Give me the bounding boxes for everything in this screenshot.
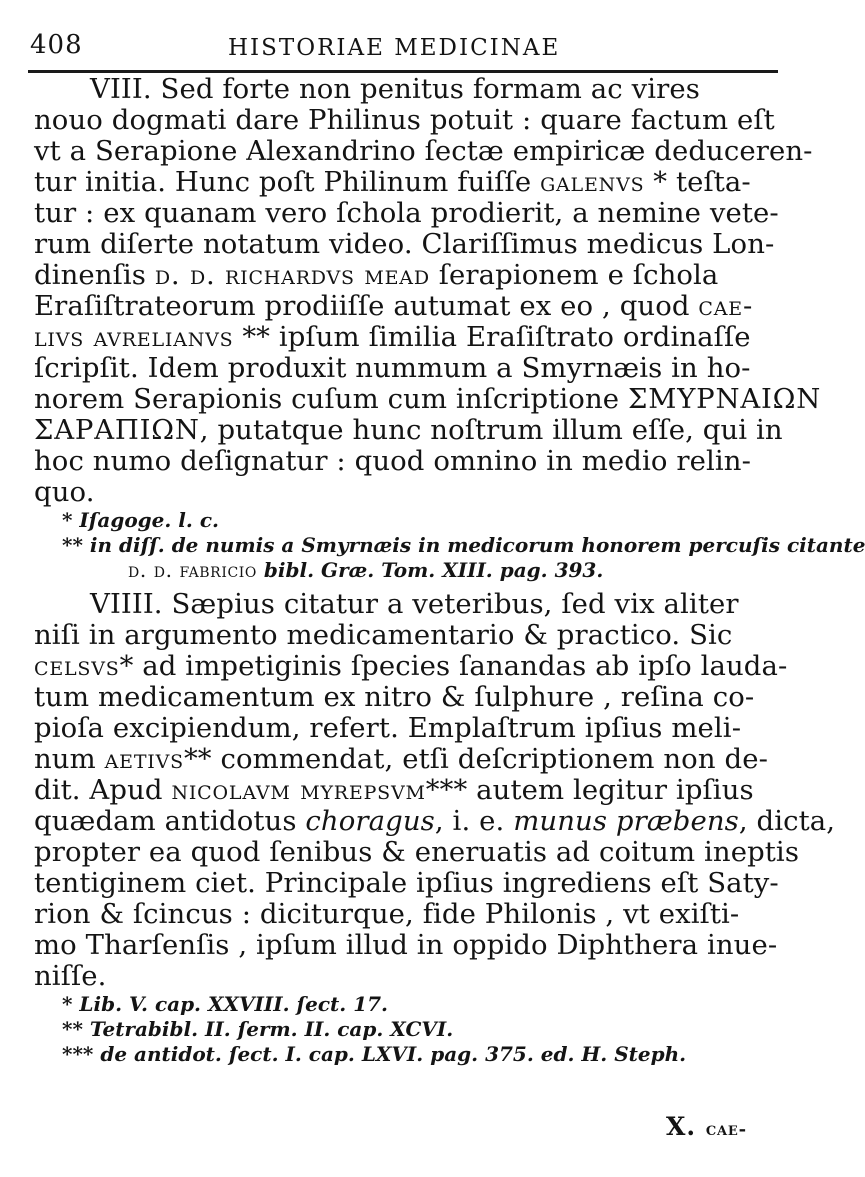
text-run: celsvs (34, 650, 120, 682)
text-run: ΣΑΡΑΠΙΩΝ (34, 414, 200, 446)
text-run: ΣΜΥΡΝΑΙΩΝ (628, 383, 822, 415)
text-run: munus præbens (513, 805, 739, 837)
text-run: VIIII. Sæpius citatur a veteribus, ſed vix aliter (90, 588, 739, 620)
page-header (0, 28, 800, 68)
footnote (62, 1017, 764, 1042)
text-run: *** autem legitur ipſius (425, 774, 754, 806)
text-run: ſerapionem e ſchola (429, 259, 719, 291)
text-line (34, 104, 775, 136)
text-line (34, 682, 764, 713)
text-line (34, 775, 764, 806)
text-line (34, 353, 764, 384)
text-line (34, 291, 764, 322)
section-viiii (34, 588, 836, 992)
text-line (34, 961, 764, 992)
footnote-run: bibl. Græ. Tom. XIII. pag. 393. (256, 558, 604, 582)
text-run: , i. e. (434, 805, 514, 837)
text-run: rion & ſcincus : diciturque, fide Philonis , vt exiſti- (34, 898, 740, 930)
text-run: ** commendat, etſi deſcriptionem non de- (183, 743, 768, 775)
running-head: HISTORIAE MEDICINAE (228, 35, 561, 61)
text-run: * ad impetiginis ſpecies ſanandas ab ipſo lauda- (119, 650, 788, 682)
page-number: 408 (30, 30, 83, 60)
footnotes-viii (62, 508, 865, 583)
text-run: vt a Serapione Alexandrino ſectæ empiricæ deduceren- (34, 135, 813, 167)
text-line (34, 899, 764, 930)
text-line (34, 713, 764, 744)
text-run: propter ea quod ſenibus & eneruatis ad coitum ineptis (34, 836, 800, 868)
footnote-run: ** Tetrabibl. II. ſerm. II. cap. XCVI. (62, 1017, 454, 1041)
text-line (34, 743, 768, 775)
text-line (34, 228, 775, 260)
catchword (666, 1112, 747, 1141)
text-run: VIII. Sed forte non penitus formam ac vires (90, 73, 700, 105)
footnote-run: *** de antidot. ſect. I. cap. LXVI. pag. 375. ed. H. Steph. (62, 1042, 687, 1066)
page-body (34, 73, 865, 1067)
text-run: galenvs (540, 166, 645, 198)
text-run: Eraſiſtrateorum prodiiſſe autumat ex eo , quod (34, 290, 699, 322)
footnote (62, 558, 764, 583)
text-line (34, 414, 783, 446)
text-line (34, 197, 779, 229)
footnotes-viiii (62, 992, 764, 1067)
text-run: cae- (698, 290, 754, 322)
text-run: mo Tharſenſis , ipſum illud in oppido Diphthera inue- (34, 929, 778, 961)
text-line (34, 135, 813, 167)
text-line (34, 167, 764, 198)
text-run: , dicta, (738, 805, 836, 837)
footnote-run: * Iſagoge. l. c. (62, 508, 219, 532)
text-run: hoc numo deſignatur : quod omnino in medio relin- (34, 445, 751, 477)
text-run: ** ipſum ſimilia Eraſiſtrato ordinaſſe (233, 321, 751, 353)
text-run: rum diſerte notatum video. Clariſſimus medicus Lon- (34, 228, 775, 260)
footnote-run: ** in diſſ. de numis a Smyrnæis in medicorum honorem percuſis citante (62, 533, 865, 557)
text-run: norem Serapionis cuſum cum inſcriptione (34, 383, 628, 415)
text-run: dinenſis (34, 259, 155, 291)
text-line (34, 477, 764, 508)
text-run: tur : ex quanam vero ſchola prodierit, a nemine vete- (34, 197, 779, 229)
catchword-main: X. (666, 1112, 697, 1141)
text-run: , putatque hunc noſtrum illum eſſe, qui in (199, 414, 783, 446)
section-viii (34, 73, 822, 508)
text-line (34, 620, 764, 651)
text-run: livs avrelianvs (34, 321, 234, 353)
footnote (62, 992, 764, 1017)
footnote (62, 1042, 764, 1067)
text-run: ſcripſit. Idem produxit nummum a Smyrnæis in ho- (34, 352, 751, 384)
footnote-run: * Lib. V. cap. XXVIII. ſect. 17. (62, 992, 388, 1016)
text-line (34, 322, 764, 353)
text-line (34, 836, 800, 868)
catchword-tail: cae- (705, 1119, 747, 1140)
text-line (34, 260, 764, 291)
text-run: d. d. richardvs mead (154, 259, 430, 291)
text-line (34, 805, 836, 837)
text-run: nouo dogmati dare Philinus potuit : quare factum eſt (34, 104, 775, 136)
text-run: num (34, 743, 105, 775)
text-run: tentiginem ciet. Principale ipſius ingrediens eſt Saty- (34, 867, 779, 899)
text-line (34, 650, 788, 682)
text-line (34, 867, 779, 899)
text-run: choragus (305, 805, 435, 837)
footnote (62, 533, 865, 558)
text-run: * teſta- (644, 166, 751, 198)
text-run: niſi in argumento medicamentario & practico. Sic (34, 619, 733, 651)
text-line (34, 589, 764, 620)
text-run: tur initia. Hunc poſt Philinum fuiſſe (34, 166, 541, 198)
text-line (34, 383, 822, 415)
footnote-run: d. d. fabricio (128, 558, 257, 582)
text-run: quo. (34, 476, 95, 508)
text-run: niſſe. (34, 960, 107, 992)
text-line (34, 74, 764, 105)
text-run: dit. Apud (34, 774, 172, 806)
footnote (62, 508, 764, 533)
text-line (34, 446, 764, 477)
text-run: quædam antidotus (34, 805, 306, 837)
text-line (34, 929, 778, 961)
text-run: aetivs (104, 743, 184, 775)
text-run: pioſa excipiendum, refert. Emplaſtrum ipſius meli- (34, 712, 742, 744)
text-run: tum medicamentum ex nitro & ſulphure , reſina co- (34, 681, 755, 713)
text-run: nicolavm myrepsvm (171, 774, 426, 806)
